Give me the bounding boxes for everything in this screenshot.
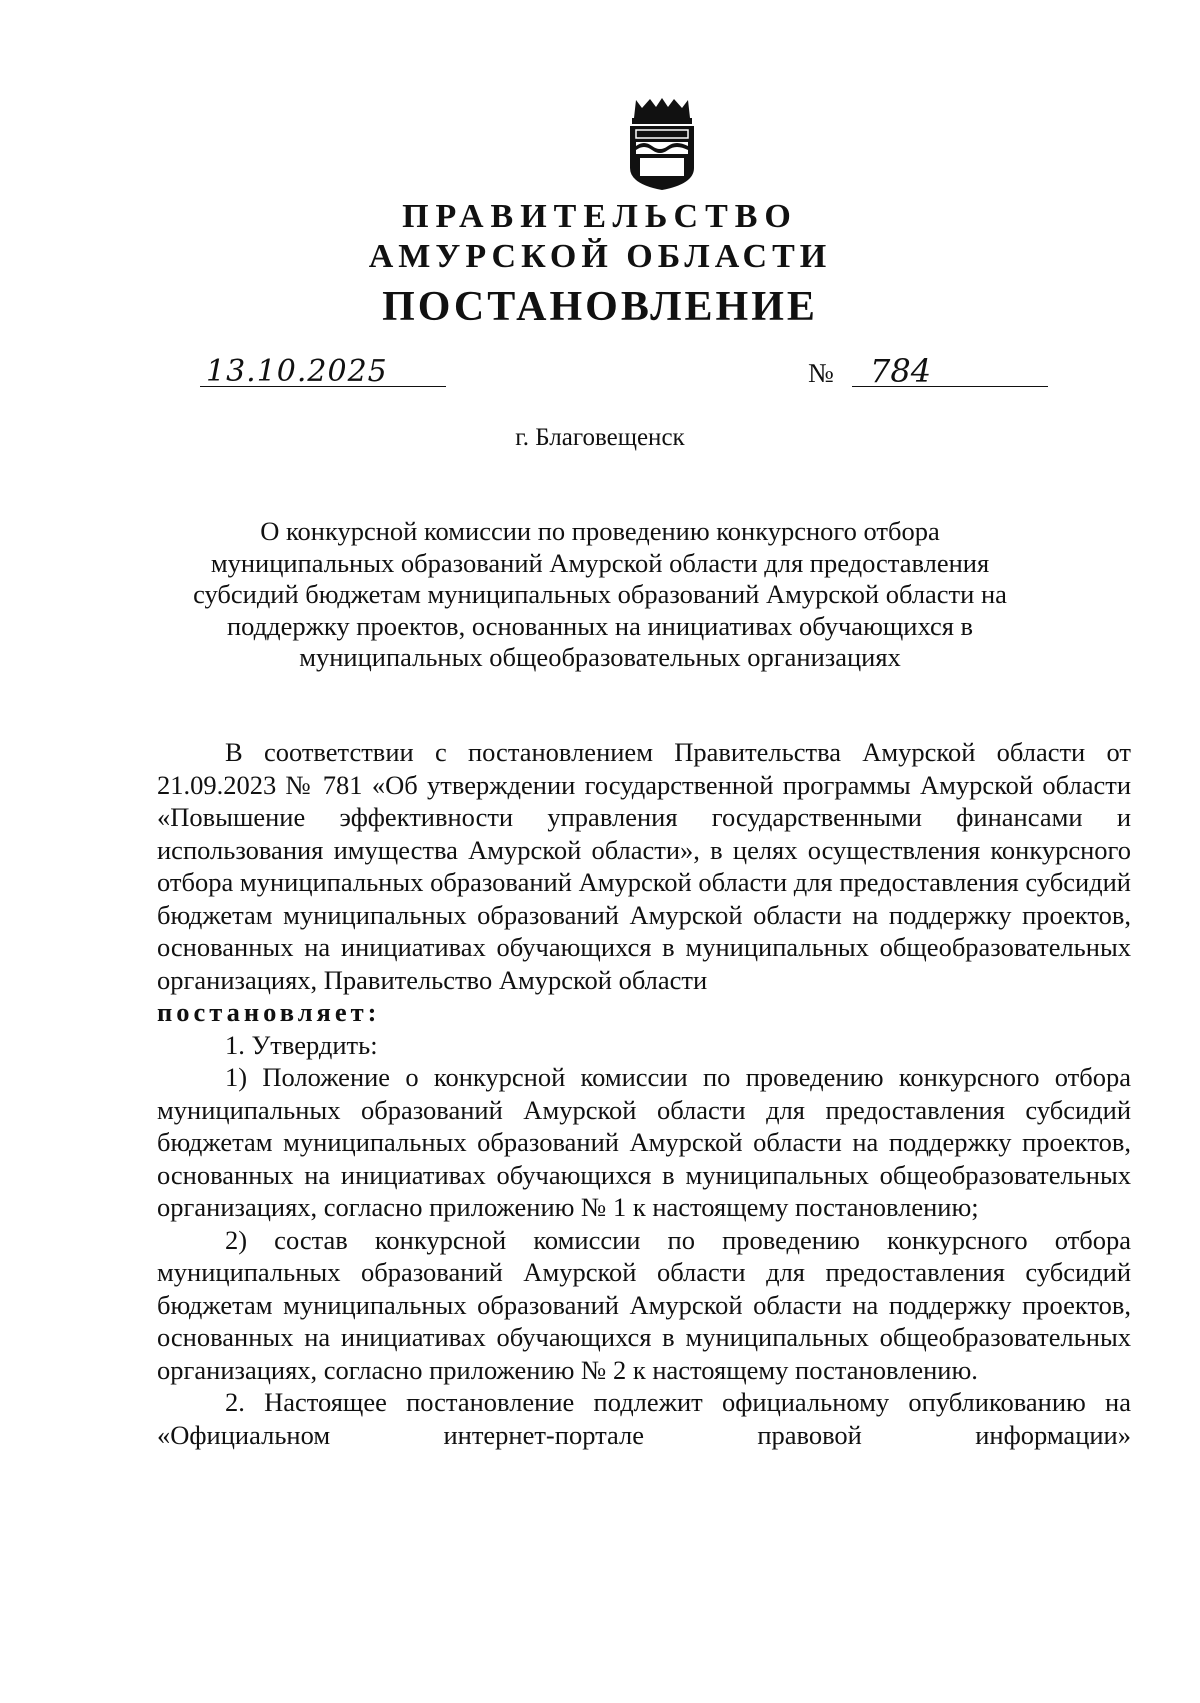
coat-of-arms-icon [620,96,704,192]
document-subject [160,516,1040,674]
document-number: 784 [870,352,932,390]
item-1-2: 2) состав конкурсной комиссии по проведению конкурсного отбора муниципальных образований Амурской области для предоставления субсидий бюджетам муниципальных образований Амурской области на поддержку проектов, основанных на инициативах обучающихся в муниципальных общеобразовательных организациях, согласно приложению № 2 к настоящему постановлению. [157,1224,1131,1385]
date-underline [200,386,446,387]
subject-line: субсидий бюджетам муниципальных образований Амурской области на [193,579,1007,609]
document-body [157,736,1131,1451]
item-2: 2. Настоящее постановление подлежит официальному опубликованию на «Официальном интернет-портале правовой информации» [157,1387,1131,1450]
preamble-paragraph: В соответствии с постановлением Правительства Амурской области от 21.09.2023 № 781 «Об утверждении государственной программы Амурской области «Повышение эффективности управления государственными финансами и использования имущества Амурской области», в целях осуществления конкурсного отбора муниципальных образований Амурской области для предоставления субсидий бюджетам муниципальных образований Амурской области на поддержку проектов, основанных на инициативах обучающихся в муниципальных общеобразовательных организациях, Правительство Амурской области [157,737,1131,995]
decree-word: постановляет: [157,997,381,1027]
item-1-1: 1) Положение о конкурсной комиссии по проведению конкурсного отбора муниципальных образований Амурской области для предоставления субсидий бюджетам муниципальных образований Амурской области на поддержку проектов, основанных на инициативах обучающихся в муниципальных общеобразовательных организациях, согласно приложению № 1 к настоящему постановлению; [157,1062,1131,1222]
number-label: № [808,358,834,388]
subject-line: муниципальных образований Амурской области для предоставления [210,547,990,578]
city-name: г. Благовещенск [515,424,685,451]
document-date: 13.10.2025 [206,354,388,389]
subject-line: О конкурсной комиссии по проведению конкурсного отбора [260,516,940,546]
region-title: АМУРСКОЙ ОБЛАСТИ [368,238,832,275]
government-title: ПРАВИТЕЛЬСТВО [402,198,798,235]
document-type-title: ПОСТАНОВЛЕНИЕ [382,284,818,330]
subject-line: муниципальных общеобразовательных организациях [299,642,901,672]
item-1: 1. Утвердить: [225,1029,378,1060]
subject-line: поддержку проектов, основанных на инициативах обучающихся в [226,610,974,641]
number-underline [852,386,1048,387]
